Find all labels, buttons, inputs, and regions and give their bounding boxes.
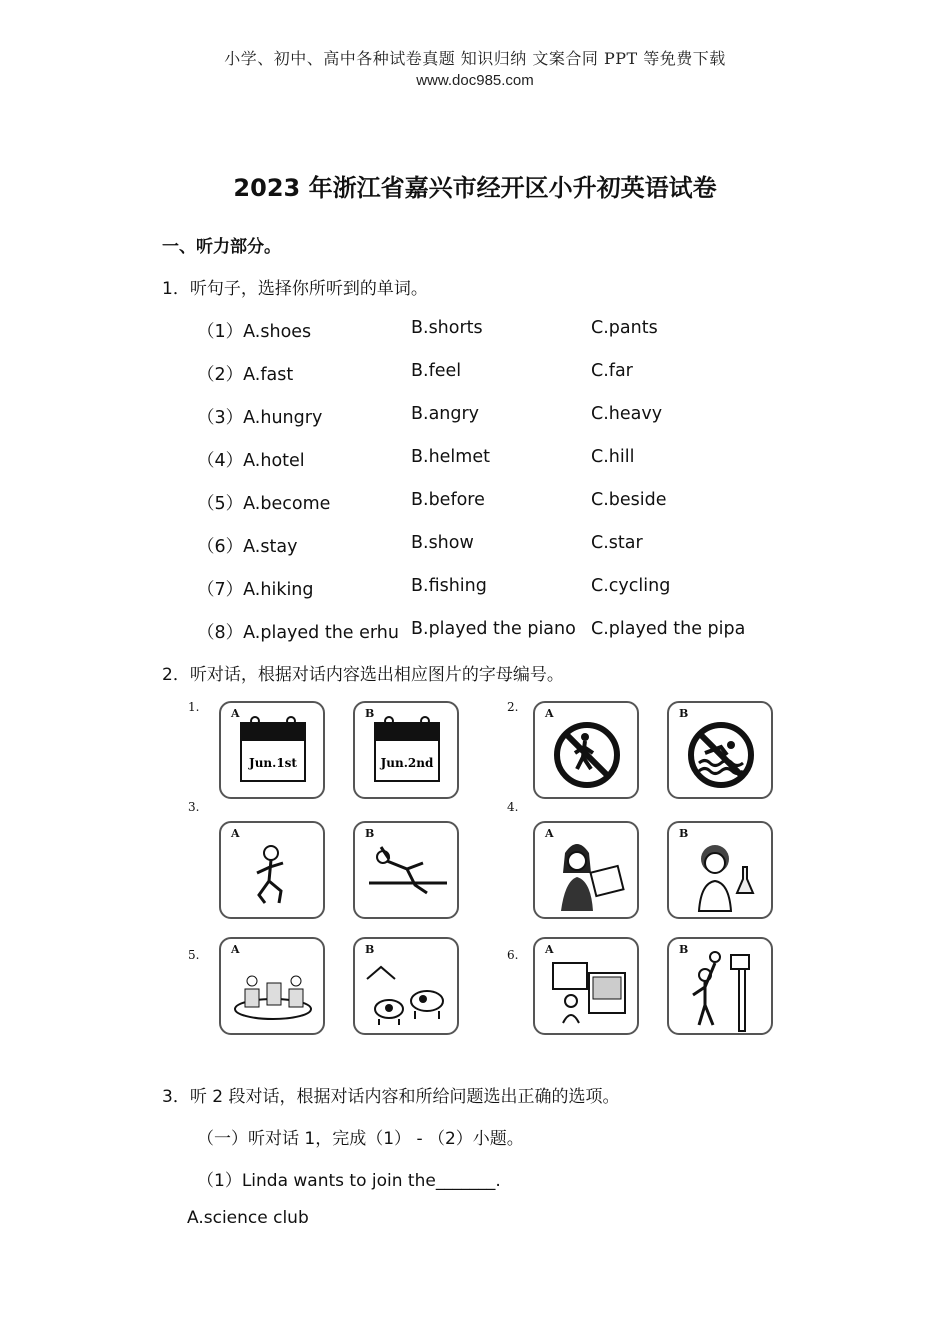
list-item bbox=[197, 619, 797, 643]
option-a: （1）A.shoes bbox=[197, 322, 312, 342]
option-a: （3）A.hungry bbox=[197, 408, 323, 428]
list-item bbox=[197, 318, 797, 342]
option-b: B.angry bbox=[411, 404, 480, 424]
farm-animals-icon bbox=[355, 939, 461, 1037]
calendar-icon bbox=[221, 703, 327, 801]
calendar-date: Jun.2nd bbox=[380, 756, 434, 770]
calendar-icon bbox=[355, 703, 461, 801]
dialogue-part-heading: （一）听对话 1，完成（1） - （2）小题。 bbox=[197, 1129, 524, 1149]
option-letter: B bbox=[365, 707, 375, 720]
list-item bbox=[197, 404, 797, 428]
option-a: （4）A.hotel bbox=[197, 451, 305, 471]
list-item bbox=[197, 447, 797, 471]
no-walking-icon bbox=[535, 703, 641, 801]
option-c: C.hill bbox=[591, 447, 635, 467]
picture-question-number: 1. bbox=[188, 700, 200, 714]
picture-option[interactable] bbox=[219, 701, 325, 799]
picture-option[interactable] bbox=[533, 937, 639, 1035]
picture-option[interactable] bbox=[219, 821, 325, 919]
header-url[interactable]: www.doc985.com bbox=[416, 72, 534, 89]
question-2-prompt: 2．听对话，根据对话内容选出相应图片的字母编号。 bbox=[162, 665, 564, 685]
option-b: B.shorts bbox=[411, 318, 483, 338]
picture-option[interactable] bbox=[667, 821, 773, 919]
option-b: B.before bbox=[411, 490, 485, 510]
option-letter: A bbox=[231, 943, 240, 956]
option-a: （5）A.become bbox=[197, 494, 331, 514]
girl-reading-icon bbox=[535, 823, 641, 921]
picture-question-number: 6. bbox=[507, 948, 519, 962]
option-c: C.played the pipa bbox=[591, 619, 746, 639]
option-letter: B bbox=[679, 707, 689, 720]
picture-question-number: 5. bbox=[188, 948, 200, 962]
list-item bbox=[197, 533, 797, 557]
option-letter: A bbox=[231, 827, 240, 840]
option-a: （7）A.hiking bbox=[197, 580, 314, 600]
list-item bbox=[197, 361, 797, 385]
option-letter: A bbox=[231, 707, 240, 720]
option-c: C.far bbox=[591, 361, 633, 381]
basketball-icon bbox=[669, 939, 775, 1037]
section-heading: 一、听力部分。 bbox=[162, 237, 281, 257]
option-letter: B bbox=[365, 943, 375, 956]
option-letter: A bbox=[545, 707, 554, 720]
option-b: B.played the piano bbox=[411, 619, 576, 639]
question-3-1: （1）Linda wants to join the_______. bbox=[197, 1171, 501, 1191]
option-letter: B bbox=[679, 827, 689, 840]
picture-option[interactable] bbox=[667, 937, 773, 1035]
picture-option[interactable] bbox=[533, 821, 639, 919]
picture-option[interactable] bbox=[353, 937, 459, 1035]
page-title: 2023 年浙江省嘉兴市经开区小升初英语试卷 bbox=[233, 174, 717, 202]
option-a: （8）A.played the erhu bbox=[197, 623, 399, 643]
question-3-prompt: 3．听 2 段对话，根据对话内容和所给问题选出正确的选项。 bbox=[162, 1087, 620, 1107]
option-b: B.feel bbox=[411, 361, 462, 381]
picture-option[interactable] bbox=[353, 701, 459, 799]
option-a: （2）A.fast bbox=[197, 365, 294, 385]
option-a: A.science club bbox=[187, 1208, 309, 1228]
merry-go-round-icon bbox=[221, 939, 327, 1037]
option-b: B.show bbox=[411, 533, 474, 553]
running-boy-icon bbox=[221, 823, 327, 921]
high-jump-icon bbox=[355, 823, 461, 921]
boy-scientist-icon bbox=[669, 823, 775, 921]
picture-option[interactable] bbox=[667, 701, 773, 799]
picture-question-number: 3. bbox=[188, 800, 200, 814]
calendar-date: Jun.1st bbox=[249, 756, 297, 770]
question-1-prompt: 1．听句子，选择你所听到的单词。 bbox=[162, 279, 428, 299]
option-b: B.fishing bbox=[411, 576, 487, 596]
picture-question-number: 4. bbox=[507, 800, 519, 814]
option-letter: A bbox=[545, 827, 554, 840]
watching-tv-icon bbox=[535, 939, 641, 1037]
picture-option[interactable] bbox=[219, 937, 325, 1035]
picture-option[interactable] bbox=[353, 821, 459, 919]
list-item bbox=[197, 576, 797, 600]
list-item bbox=[197, 490, 797, 514]
option-c: C.heavy bbox=[591, 404, 663, 424]
header-banner: 小学、初中、高中各种试卷真题 知识归纳 文案合同 PPT 等免费下载 bbox=[224, 49, 726, 68]
picture-question-number: 2. bbox=[507, 700, 519, 714]
option-c: C.star bbox=[591, 533, 643, 553]
option-a: （6）A.stay bbox=[197, 537, 298, 557]
option-c: C.beside bbox=[591, 490, 667, 510]
option-letter: A bbox=[545, 943, 554, 956]
no-swimming-icon bbox=[669, 703, 775, 801]
option-letter: B bbox=[679, 943, 689, 956]
option-c: C.cycling bbox=[591, 576, 671, 596]
option-letter: B bbox=[365, 827, 375, 840]
option-b: B.helmet bbox=[411, 447, 490, 467]
option-c: C.pants bbox=[591, 318, 658, 338]
picture-option[interactable] bbox=[533, 701, 639, 799]
